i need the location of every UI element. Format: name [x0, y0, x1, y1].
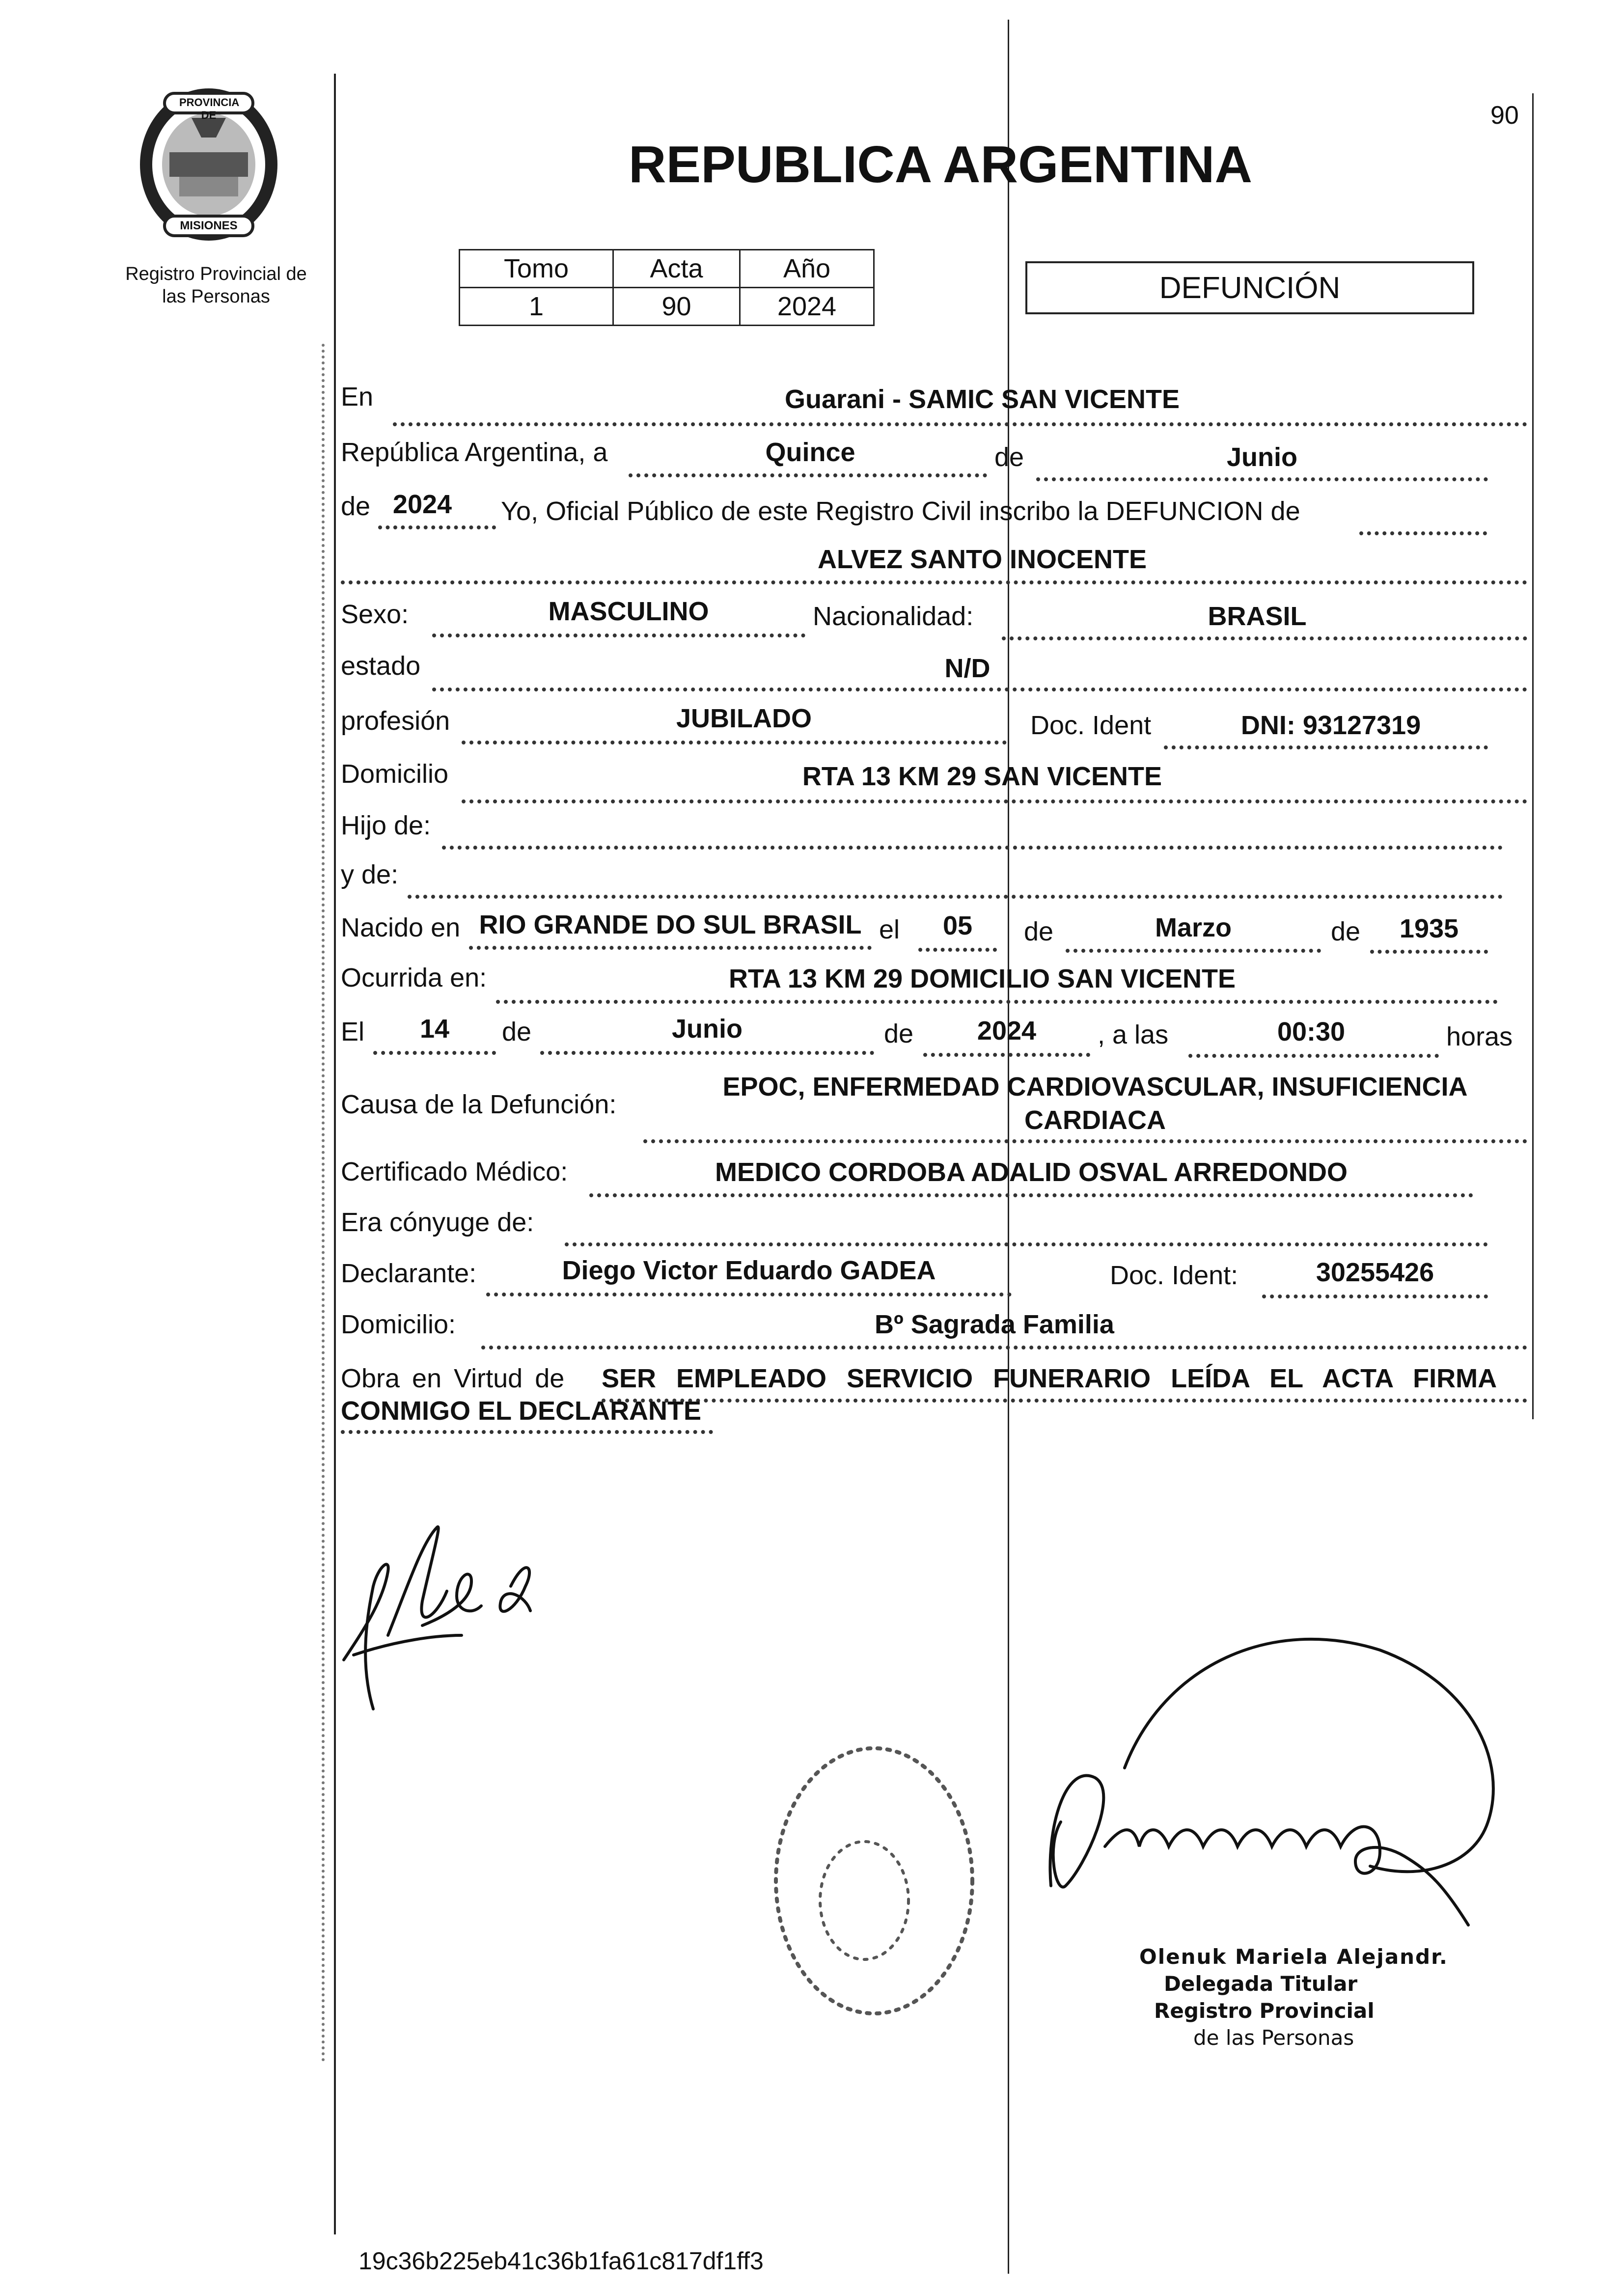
sexo-label: Sexo: [341, 600, 409, 629]
line-place [393, 422, 1527, 426]
conyuge-label: Era cónyuge de: [341, 1208, 534, 1237]
line-death-time [1188, 1054, 1439, 1058]
line-y-de [408, 895, 1503, 899]
line-deceased-name [341, 580, 1527, 584]
decl-doc-value: 30255426 [1316, 1258, 1434, 1287]
nacionalidad-label: Nacionalidad: [813, 602, 974, 631]
record-type: DEFUNCIÓN [1159, 271, 1341, 305]
ocurrida-label: Ocurrida en: [341, 963, 487, 992]
de-label-death-1: de [502, 1017, 532, 1047]
death-year-value: 2024 [977, 1016, 1037, 1046]
en-label: En [341, 382, 374, 412]
declarante-label: Declarante: [341, 1259, 477, 1288]
line-birth-year [1370, 950, 1488, 954]
decl-domicilio-label: Domicilio: [341, 1310, 456, 1339]
registry-name: Registro Provincial de las Personas [125, 264, 307, 307]
certificado-value: MEDICO CORDOBA ADALID OSVAL ARREDONDO [715, 1157, 1348, 1187]
el-label: el [879, 915, 900, 944]
official-stamp-line3: Registro Provincial [1154, 1999, 1375, 2023]
decl-domicilio-value: Bº Sagrada Familia [875, 1310, 1114, 1339]
profesion-label: profesión [341, 706, 450, 736]
line-death-day [373, 1051, 496, 1055]
death-time-value: 00:30 [1277, 1017, 1346, 1047]
official-stamp-text [1139, 1945, 1483, 2050]
official-stamp-line1: Olenuk Mariela Alejandr. [1139, 1945, 1448, 1969]
line-death-month [540, 1051, 874, 1055]
line-sexo [432, 633, 805, 637]
de-label-1: de [994, 442, 1024, 472]
deceased-name-value: ALVEZ SANTO INOCENTE [817, 545, 1147, 574]
domicilio-label: Domicilio [341, 759, 449, 789]
line-conyuge [565, 1242, 1488, 1246]
obra-label: Obra en Virtud de [341, 1364, 565, 1393]
declarante-value: Diego Victor Eduardo GADEA [562, 1256, 936, 1285]
republica-label: República Argentina, a [341, 438, 608, 467]
de-label-2: de [341, 492, 371, 521]
line-estado [432, 688, 1527, 691]
doc-ident-value: DNI: 93127319 [1240, 711, 1421, 740]
line-certificado [589, 1193, 1473, 1197]
nacionalidad-value: BRASIL [1208, 602, 1307, 631]
record-type-box [1025, 261, 1474, 314]
causa-line1-value: EPOC, ENFERMEDAD CARDIOVASCULAR, INSUFICIENCIA [722, 1072, 1468, 1102]
causa-label: Causa de la Defunción: [341, 1090, 617, 1119]
nacido-label: Nacido en [341, 913, 461, 942]
causa-line2-value: CARDIACA [1024, 1105, 1166, 1135]
domicilio-value: RTA 13 KM 29 SAN VICENTE [802, 762, 1162, 791]
declarant-signature [324, 1513, 550, 1729]
record-table [459, 249, 875, 326]
hijo-label: Hijo de: [341, 811, 431, 840]
province-seal [133, 83, 285, 246]
death-month-value: Junio [672, 1014, 743, 1044]
seal-text-bottom: MISIONES [180, 219, 238, 232]
de-label-death-2: de [884, 1019, 914, 1048]
official-round-stamp [756, 1729, 992, 2033]
footer-hash: 19c36b225eb41c36b1fa61c817df1ff3 [358, 2247, 764, 2275]
decl-doc-label: Doc. Ident: [1110, 1261, 1239, 1290]
line-causa [643, 1139, 1527, 1143]
line-declarante [486, 1293, 1012, 1296]
birth-month-value: Marzo [1155, 913, 1232, 942]
line-nacido-en [469, 946, 872, 950]
value-acta: 90 [613, 288, 740, 326]
line-statement-end [1359, 531, 1487, 535]
estado-label: estado [341, 651, 421, 681]
birth-day-value: 05 [942, 911, 973, 940]
col-acta: Acta [613, 250, 740, 288]
doc-ident-label: Doc. Ident [1030, 711, 1152, 740]
col-tomo: Tomo [460, 250, 613, 288]
day-word-value: Quince [765, 438, 855, 467]
line-year [378, 525, 496, 529]
line-doc-ident [1164, 745, 1488, 749]
line-ocurrida-en [496, 1000, 1498, 1004]
place-value: Guarani - SAMIC SAN VICENTE [784, 385, 1180, 414]
value-tomo: 1 [460, 288, 613, 326]
sexo-value: MASCULINO [548, 597, 709, 626]
right-margin-line [1532, 93, 1534, 1419]
ocurrida-en-value: RTA 13 KM 29 DOMICILIO SAN VICENTE [728, 964, 1236, 993]
left-margin-line [334, 74, 336, 2234]
line-birth-day [918, 948, 997, 952]
line-nacionalidad [1002, 636, 1527, 640]
line-birth-month [1066, 949, 1321, 953]
obra-line2-value: CONMIGO EL DECLARANTE [341, 1396, 702, 1426]
death-day-value: 14 [419, 1014, 450, 1044]
line-day-word [629, 473, 987, 477]
birth-year-value: 1935 [1399, 914, 1459, 943]
scan-fold-line [1008, 20, 1009, 2274]
estado-value: N/D [944, 654, 991, 683]
country-title: REPUBLICA ARGENTINA [629, 136, 1253, 193]
profesion-value: JUBILADO [676, 704, 812, 733]
statement-text: Yo, Oficial Público de este Registro Civil inscribo la DEFUNCION de [501, 496, 1300, 526]
de-label-birth-1: de [1024, 917, 1054, 946]
line-domicilio [462, 799, 1527, 803]
page-number: 90 [1490, 101, 1519, 130]
line-hijo [442, 846, 1503, 850]
obra-line1-value: SER EMPLEADO SERVICIO FUNERARIO LEÍDA EL ACTA FIRMA [602, 1364, 1497, 1393]
horas-label: horas [1446, 1022, 1513, 1051]
a-las-label: , a las [1098, 1020, 1169, 1049]
year-value: 2024 [392, 490, 452, 519]
nacido-en-value: RIO GRANDE DO SUL BRASIL [479, 910, 862, 939]
month-value: Junio [1227, 442, 1297, 472]
seal-text-top: PROVINCIA DE [179, 96, 240, 121]
line-obra-1 [602, 1399, 1527, 1403]
el-cap-label: El [341, 1017, 365, 1047]
line-decl-domicilio [481, 1346, 1527, 1350]
official-stamp-line4: de las Personas [1193, 2026, 1354, 2050]
line-decl-doc [1262, 1294, 1488, 1298]
official-signature [1017, 1591, 1522, 1964]
col-anio: Año [740, 250, 874, 288]
value-anio: 2024 [740, 288, 874, 326]
y-de-label: y de: [341, 860, 399, 889]
line-obra-2 [341, 1430, 713, 1434]
de-label-birth-2: de [1331, 917, 1361, 946]
line-month [1036, 477, 1488, 481]
line-death-year [923, 1053, 1090, 1057]
certificado-label: Certificado Médico: [341, 1157, 568, 1186]
left-margin-dots [322, 344, 325, 2063]
line-profesion [462, 741, 1007, 744]
official-stamp-line2: Delegada Titular [1164, 1972, 1358, 1996]
